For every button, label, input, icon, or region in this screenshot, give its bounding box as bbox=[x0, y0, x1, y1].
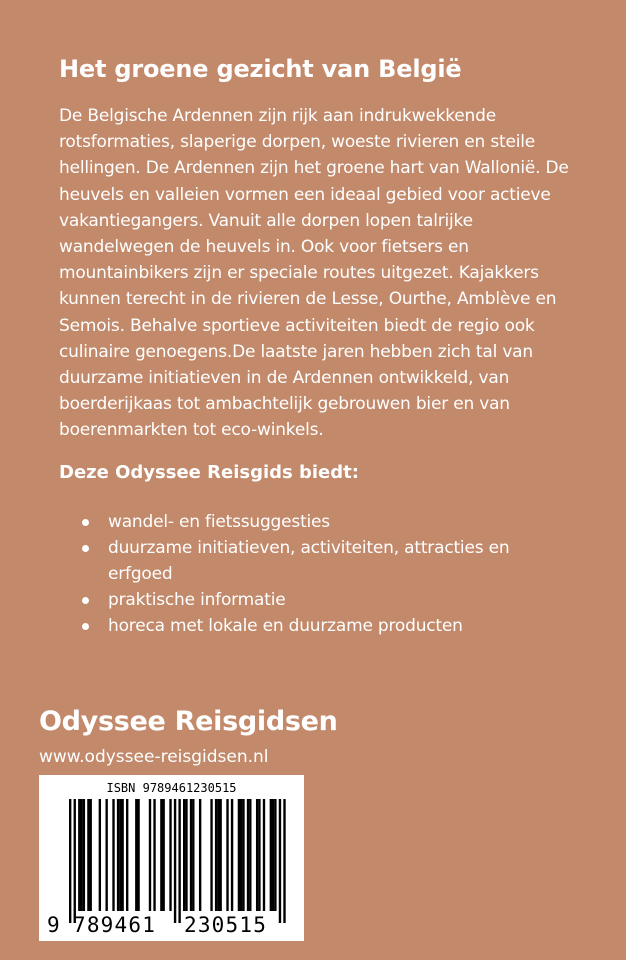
barcode-bar bbox=[249, 799, 251, 911]
barcode-bar bbox=[190, 799, 192, 911]
barcode-bar bbox=[270, 799, 272, 911]
barcode-bar bbox=[256, 799, 258, 911]
barcode-bar bbox=[226, 799, 228, 911]
barcode-bar bbox=[272, 799, 274, 911]
barcode-bar bbox=[149, 799, 151, 911]
barcode-bar bbox=[219, 799, 221, 911]
barcode-bar bbox=[240, 799, 242, 911]
publisher-website: www.odyssee-reisgidsen.nl bbox=[39, 747, 269, 767]
barcode-bar bbox=[119, 799, 121, 911]
barcode-bar bbox=[160, 799, 162, 911]
barcode-bar bbox=[137, 799, 139, 911]
barcode-bar bbox=[231, 799, 233, 911]
barcode-bar bbox=[74, 799, 76, 923]
barcode-bar bbox=[215, 799, 217, 911]
barcode-bar bbox=[199, 799, 201, 911]
barcode-bar bbox=[238, 799, 240, 911]
barcode-bar bbox=[121, 799, 123, 911]
barcode-bar bbox=[117, 799, 119, 911]
list-item: praktische informatie bbox=[80, 587, 550, 613]
barcode-bar bbox=[274, 799, 276, 911]
page-title: Het groene gezicht van België bbox=[59, 55, 462, 83]
barcode-digits-right: 230515 bbox=[184, 913, 268, 937]
barcode-bar bbox=[242, 799, 244, 911]
barcode-bar bbox=[99, 799, 101, 911]
publisher-name: Odyssee Reisgidsen bbox=[39, 706, 338, 737]
features-list bbox=[80, 509, 550, 639]
description-paragraph: De Belgische Ardennen zijn rijk aan indrukwekkende rotsformaties, slaperige dorpen, woeste rivieren en steile hellingen. De Ardennen zijn het groene hart van Wallonië. De heuvels en valleien vormen een ideaal gebied voor actieve vakantiegangers. Vanuit alle dorpen lopen talrijke wandelwegen de heuvels in. Ook voor fietsers en mountainbikers zijn er speciale routes uitgezet. Kajakkers kunnen terecht in de rivieren de Lesse, Ourthe, Amblève en Semois. Behalve sportieve activiteiten biedt de regio ook culinaire genoegens.De laatste jaren hebben zich tal van duurzame initiatieven in de Ardennen ontwikkeld, van boerderijkaas tot ambachtelijk gebrouwen bier en van boerenmarkten tot eco-winkels. bbox=[59, 106, 569, 441]
barcode-digits bbox=[39, 913, 304, 939]
barcode-bar bbox=[217, 799, 219, 911]
isbn-label: ISBN 9789461230515 bbox=[106, 781, 237, 795]
barcode-bar bbox=[135, 799, 137, 911]
barcode-bar bbox=[263, 799, 265, 911]
list-item: wandel- en fietssuggesties bbox=[80, 509, 550, 535]
barcode-bar bbox=[247, 799, 249, 911]
list-item: duurzame initiatieven, activiteiten, attracties en erfgoed bbox=[80, 535, 550, 587]
barcode-bar bbox=[183, 799, 185, 911]
barcode-bar bbox=[283, 799, 285, 923]
barcode-bar bbox=[69, 799, 71, 923]
barcode-digit-first: 9 bbox=[47, 913, 60, 937]
barcode-bar bbox=[126, 799, 128, 911]
barcode-bar bbox=[174, 799, 176, 923]
barcode-bar bbox=[178, 799, 180, 923]
barcode-bar bbox=[153, 799, 155, 911]
barcode bbox=[39, 775, 304, 941]
barcode-bar bbox=[258, 799, 260, 911]
barcode-bar bbox=[210, 799, 212, 911]
list-item: horeca met lokale en duurzame producten bbox=[80, 613, 550, 639]
barcode-bar bbox=[78, 799, 80, 911]
barcode-bar bbox=[162, 799, 164, 911]
barcode-bar bbox=[90, 799, 92, 911]
barcode-bar bbox=[192, 799, 194, 911]
features-heading: Deze Odyssee Reisgids biedt: bbox=[59, 462, 359, 483]
barcode-bar bbox=[83, 799, 85, 911]
barcode-bar bbox=[185, 799, 187, 911]
barcode-bar bbox=[169, 799, 171, 911]
barcode-bar bbox=[105, 799, 107, 911]
barcode-bar bbox=[87, 799, 89, 911]
barcode-bar bbox=[279, 799, 281, 923]
barcode-digits-left: 789461 bbox=[73, 913, 157, 937]
barcode-bar bbox=[112, 799, 114, 911]
barcode-bar bbox=[80, 799, 82, 911]
